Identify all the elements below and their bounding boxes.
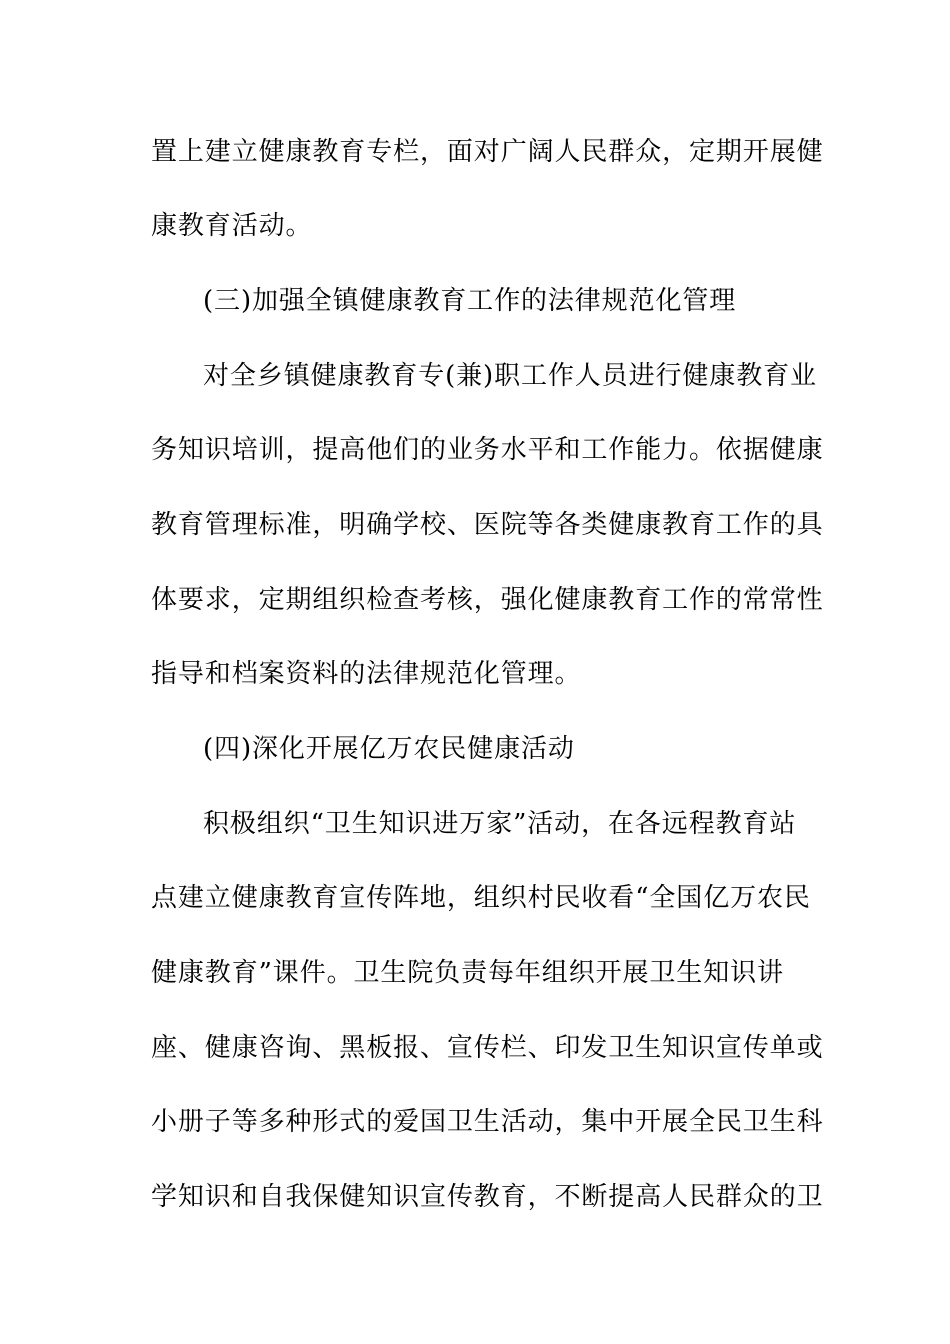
text-line: 学知识和自我保健知识宣传教育，不断提高人民群众的卫: [151, 1182, 824, 1212]
section-heading: (四)深化开展亿万农民健康活动: [203, 734, 575, 764]
text-line: 点建立健康教育宣传阵地，组织村民收看“全国亿万农民: [151, 883, 811, 913]
text-line: 置上建立健康教育专栏，面对广阔人民群众，定期开展健: [151, 137, 824, 167]
text-line: 体要求，定期组织检查考核，强化健康教育工作的常常性: [151, 585, 824, 615]
text-line: 教育管理标准，明确学校、医院等各类健康教育工作的具: [151, 510, 824, 540]
text-line: 积极组织“卫生知识进万家”活动，在各远程教育站: [203, 809, 797, 839]
text-line: 务知识培训，提高他们的业务水平和工作能力。依据健康: [151, 435, 824, 465]
section-heading: (三)加强全镇健康教育工作的法律规范化管理: [203, 286, 737, 316]
text-line: 座、健康咨询、黑板报、宣传栏、印发卫生知识宣传单或: [151, 1033, 824, 1063]
text-line: 健康教育”课件。卫生院负责每年组织开展卫生知识讲: [151, 958, 784, 988]
text-line: 小册子等多种形式的爱国卫生活动，集中开展全民卫生科: [151, 1107, 824, 1137]
text-line: 康教育活动。: [151, 211, 313, 241]
text-line: 指导和档案资料的法律规范化管理。: [151, 659, 582, 689]
text-line: 对全乡镇健康教育专(兼)职工作人员进行健康教育业: [203, 361, 817, 391]
